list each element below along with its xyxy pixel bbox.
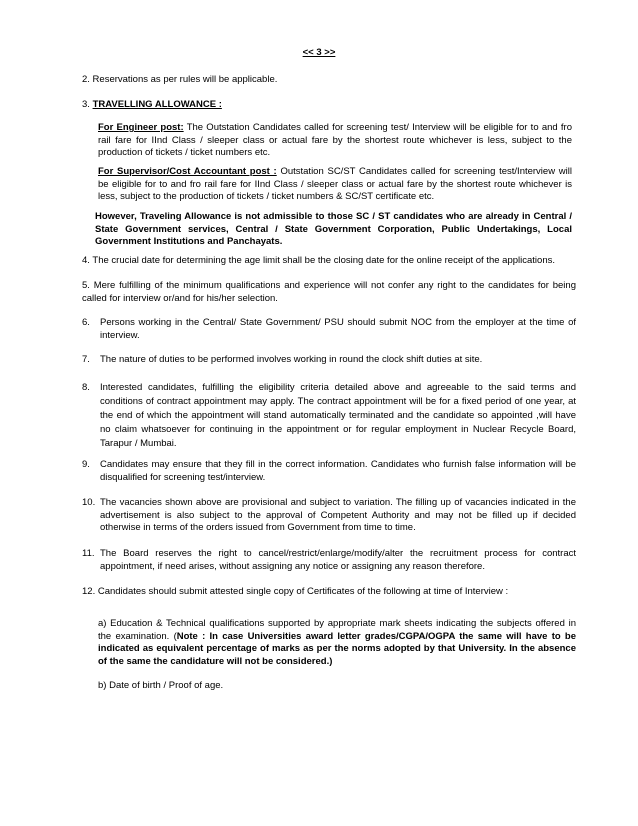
item-11-board-rights [82, 548, 576, 573]
item-3-heading [82, 99, 582, 112]
item-4-age-limit: 4. The crucial date for determining the age limit shall be the closing date for the online receipt of the applications. [82, 255, 555, 266]
page-number: << 3 >> [302, 47, 336, 58]
item-8-text: Interested candidates, fulfilling the eligibility criteria detailed above and agreeable to the said terms and conditions of contract appointment may apply. The contract appointment will be for a fixed period of one year, at the end of which the appointment will stand automatically terminated and the candidate so appointed ,will have no claim whatsoever for continuing in the appointment or for regular employment in Nuclear Recycle Board, Tarapur / Mumbai. [100, 382, 576, 449]
item-6-noc [82, 317, 576, 342]
item-12-certificates: 12. Candidates should submit attested single copy of Certificates of the following at time of Interview : [82, 586, 509, 597]
item-7-duties [82, 354, 576, 367]
supervisor-post-text: Outstation SC/ST Candidates called for screening test/Interview will be eligible for to and fro rail fare for IInd Class / sleeper class or actual fare by the shortest route whichever is less, subject to the production of tickets / ticket numbers & SC/ST certificate etc. [98, 166, 572, 202]
item-7-text: The nature of duties to be performed involves working in round the clock shift duties at site. [100, 354, 483, 365]
item-8-contract [82, 381, 576, 451]
item-5-qualifications: 5. Mere fulfilling of the minimum qualifications and experience will not confer any right to the candidates for being called for interview or/and for his/her selection. [82, 280, 576, 304]
supervisor-post-paragraph [98, 166, 572, 204]
item-12a-education [98, 618, 576, 668]
item-10-text: The vacancies shown above are provisional and subject to variation. The filling up of vacancies indicated in the advertisement is also subject to the approval of Competent Authority and may not be filled up if decided otherwise in terms of the orders issued from Government from time to time. [100, 497, 576, 533]
item-2-reservations: 2. Reservations as per rules will be applicable. [82, 74, 278, 85]
item-9-number: 9. [82, 459, 90, 470]
item-12b-date-of-birth: b) Date of birth / Proof of age. [98, 680, 224, 691]
item-6-text: Persons working in the Central/ State Government/ PSU should submit NOC from the employer at the time of interview. [100, 317, 576, 341]
item-9-text: Candidates may ensure that they fill in the correct information. Candidates who furnish false information will be disqualified for screening test/interview. [100, 459, 576, 483]
engineer-post-text: The Outstation Candidates called for screening test/ Interview will be eligible for to and fro rail fare for IInd Class / sleeper class or actual fare by the shortest route whichever is less, subject to the production of tickets / ticket numbers etc. [98, 122, 573, 158]
engineer-post-paragraph [98, 122, 572, 160]
item-9-correct-info [82, 459, 576, 484]
item-3-number: 3. [82, 99, 90, 110]
item-12a-text: a) Education & Technical qualifications supported by appropriate mark sheets indicating the subjects offered in the examination. ( [98, 618, 576, 642]
item-10-vacancies [82, 497, 576, 535]
item-11-number: 11. [82, 548, 95, 559]
item-6-number: 6. [82, 317, 90, 328]
ta-not-admissible-note: However, Traveling Allowance is not admissible to those SC / ST candidates who are already in Central / State Government services, Central / State Government Corporation, Public Undertakings, Local Government Institutions and Panchayats. [95, 211, 572, 247]
engineer-post-label: For Engineer post: [98, 122, 184, 133]
item-10-number: 10. [82, 497, 96, 508]
travelling-allowance-title: TRAVELLING ALLOWANCE : [92, 99, 222, 110]
item-7-number: 7. [82, 354, 90, 365]
item-8-number: 8. [82, 382, 90, 393]
supervisor-post-label: For Supervisor/Cost Accountant post : [98, 166, 277, 177]
item-12a-note: Note : In case Universities award letter grades/CGPA/OGPA the same will have to be indicated as equivalent percentage of marks as per the norms adopted by that University. In the absence of the same the candidature will not be considered.) [98, 630, 576, 667]
item-11-text: The Board reserves the right to cancel/restrict/enlarge/modify/alter the recruitment process for contract appointment, if need arises, without assigning any notice or assigning any reason therefore. [100, 548, 576, 572]
